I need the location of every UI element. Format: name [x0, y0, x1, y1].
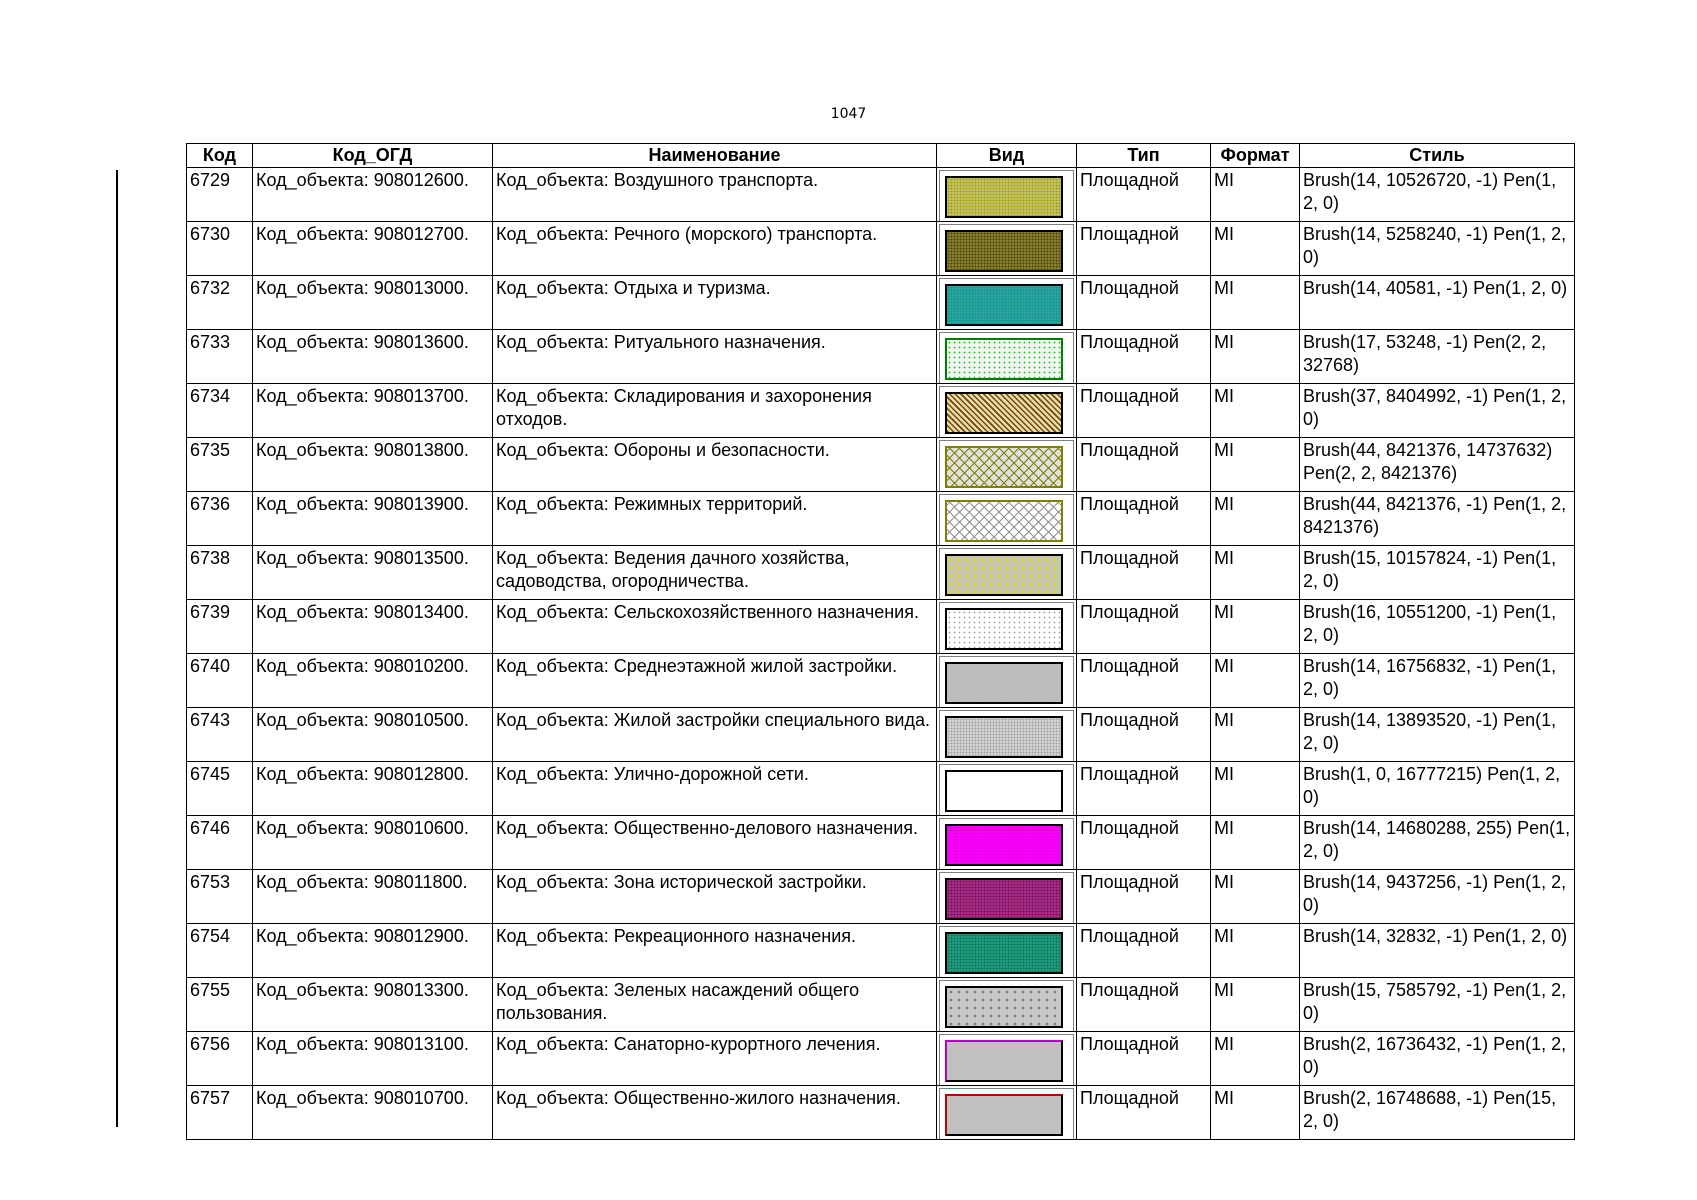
cell-view [937, 978, 1077, 1032]
swatch-frame [939, 980, 1074, 1031]
cell-format: MI [1211, 492, 1300, 546]
cell-view [937, 384, 1077, 438]
fill-style-swatch [945, 824, 1063, 866]
cell-code: 6734 [187, 384, 253, 438]
cell-view [937, 492, 1077, 546]
table-row [187, 708, 1575, 762]
table-row [187, 276, 1575, 330]
cell-view [937, 438, 1077, 492]
table-row [187, 222, 1575, 276]
cell-code-ogd: Код_объекта: 908013100. [253, 1032, 493, 1086]
cell-format: MI [1211, 546, 1300, 600]
fill-style-swatch [945, 392, 1063, 434]
cell-code: 6754 [187, 924, 253, 978]
fill-style-swatch [945, 716, 1063, 758]
style-registry-table [186, 143, 1575, 1140]
swatch-frame [939, 278, 1074, 329]
fill-style-swatch [945, 932, 1063, 974]
table-body [187, 168, 1575, 1140]
cell-code-ogd: Код_объекта: 908013300. [253, 978, 493, 1032]
cell-name: Код_объекта: Среднеэтажной жилой застройки. [493, 654, 937, 708]
fill-style-swatch [945, 770, 1063, 812]
cell-style: Brush(14, 10526720, -1) Pen(1, 2, 0) [1300, 168, 1575, 222]
cell-format: MI [1211, 1032, 1300, 1086]
fill-style-swatch [945, 608, 1063, 650]
table-row [187, 978, 1575, 1032]
cell-format: MI [1211, 330, 1300, 384]
cell-code-ogd: Код_объекта: 908013400. [253, 600, 493, 654]
page-number: 1047 [830, 106, 867, 122]
cell-code: 6746 [187, 816, 253, 870]
table-row [187, 438, 1575, 492]
cell-code: 6730 [187, 222, 253, 276]
cell-code-ogd: Код_объекта: 908012800. [253, 762, 493, 816]
cell-code-ogd: Код_объекта: 908013900. [253, 492, 493, 546]
fill-style-swatch [945, 554, 1063, 596]
swatch-frame [939, 332, 1074, 383]
cell-view [937, 924, 1077, 978]
cell-format: MI [1211, 276, 1300, 330]
cell-code: 6736 [187, 492, 253, 546]
cell-style: Brush(14, 9437256, -1) Pen(1, 2, 0) [1300, 870, 1575, 924]
swatch-frame [939, 656, 1074, 707]
cell-format: MI [1211, 816, 1300, 870]
cell-code-ogd: Код_объекта: 908012600. [253, 168, 493, 222]
table-row [187, 600, 1575, 654]
table-row [187, 816, 1575, 870]
cell-type: Площадной [1077, 654, 1211, 708]
table-row [187, 384, 1575, 438]
cell-format: MI [1211, 168, 1300, 222]
swatch-frame [939, 872, 1074, 923]
cell-name: Код_объекта: Отдыха и туризма. [493, 276, 937, 330]
cell-style: Brush(44, 8421376, 14737632) Pen(2, 2, 8421376) [1300, 438, 1575, 492]
cell-name: Код_объекта: Сельскохозяйственного назначения. [493, 600, 937, 654]
cell-view [937, 546, 1077, 600]
fill-style-swatch [945, 986, 1063, 1028]
table-row [187, 1086, 1575, 1140]
table-row [187, 924, 1575, 978]
cell-format: MI [1211, 708, 1300, 762]
cell-format: MI [1211, 978, 1300, 1032]
cell-name: Код_объекта: Зеленых насаждений общего пользования. [493, 978, 937, 1032]
fill-style-swatch [945, 500, 1063, 542]
cell-format: MI [1211, 654, 1300, 708]
cell-style: Brush(2, 16736432, -1) Pen(1, 2, 0) [1300, 1032, 1575, 1086]
fill-style-swatch [945, 230, 1063, 272]
cell-code-ogd: Код_объекта: 908010700. [253, 1086, 493, 1140]
table-row [187, 1032, 1575, 1086]
table-row [187, 870, 1575, 924]
cell-type: Площадной [1077, 330, 1211, 384]
header-type: Тип [1077, 144, 1211, 168]
margin-line [116, 170, 118, 1127]
cell-code-ogd: Код_объекта: 908013700. [253, 384, 493, 438]
cell-format: MI [1211, 1086, 1300, 1140]
swatch-frame [939, 494, 1074, 545]
cell-name: Код_объекта: Зона исторической застройки. [493, 870, 937, 924]
cell-code: 6756 [187, 1032, 253, 1086]
swatch-frame [939, 926, 1074, 977]
cell-name: Код_объекта: Обороны и безопасности. [493, 438, 937, 492]
fill-style-swatch [945, 1094, 1063, 1136]
swatch-frame [939, 1034, 1074, 1085]
cell-type: Площадной [1077, 492, 1211, 546]
header-style: Стиль [1300, 144, 1575, 168]
cell-code: 6735 [187, 438, 253, 492]
cell-type: Площадной [1077, 708, 1211, 762]
cell-code-ogd: Код_объекта: 908013000. [253, 276, 493, 330]
cell-name: Код_объекта: Ритуального назначения. [493, 330, 937, 384]
cell-code-ogd: Код_объекта: 908012700. [253, 222, 493, 276]
cell-type: Площадной [1077, 168, 1211, 222]
cell-view [937, 654, 1077, 708]
cell-code: 6753 [187, 870, 253, 924]
cell-type: Площадной [1077, 816, 1211, 870]
cell-name: Код_объекта: Общественно-делового назначения. [493, 816, 937, 870]
swatch-frame [939, 602, 1074, 653]
table-row [187, 654, 1575, 708]
cell-code: 6740 [187, 654, 253, 708]
cell-type: Площадной [1077, 870, 1211, 924]
table-row [187, 330, 1575, 384]
swatch-frame [939, 386, 1074, 437]
cell-code: 6755 [187, 978, 253, 1032]
fill-style-swatch [945, 284, 1063, 326]
fill-style-swatch [945, 662, 1063, 704]
cell-name: Код_объекта: Речного (морского) транспорта. [493, 222, 937, 276]
cell-view [937, 600, 1077, 654]
cell-style: Brush(14, 16756832, -1) Pen(1, 2, 0) [1300, 654, 1575, 708]
cell-name: Код_объекта: Воздушного транспорта. [493, 168, 937, 222]
cell-code-ogd: Код_объекта: 908010200. [253, 654, 493, 708]
header-view: Вид [937, 144, 1077, 168]
cell-view [937, 330, 1077, 384]
cell-view [937, 762, 1077, 816]
cell-code-ogd: Код_объекта: 908013500. [253, 546, 493, 600]
cell-type: Площадной [1077, 1032, 1211, 1086]
swatch-frame [939, 764, 1074, 815]
cell-format: MI [1211, 924, 1300, 978]
cell-format: MI [1211, 438, 1300, 492]
cell-style: Brush(16, 10551200, -1) Pen(1, 2, 0) [1300, 600, 1575, 654]
cell-code-ogd: Код_объекта: 908010600. [253, 816, 493, 870]
cell-code: 6738 [187, 546, 253, 600]
cell-format: MI [1211, 600, 1300, 654]
fill-style-swatch [945, 446, 1063, 488]
cell-name: Код_объекта: Общественно-жилого назначения. [493, 1086, 937, 1140]
table-row [187, 546, 1575, 600]
cell-code-ogd: Код_объекта: 908013800. [253, 438, 493, 492]
swatch-frame [939, 1088, 1074, 1139]
header-code-ogd: Код_ОГД [253, 144, 493, 168]
cell-type: Площадной [1077, 438, 1211, 492]
cell-type: Площадной [1077, 222, 1211, 276]
cell-name: Код_объекта: Улично-дорожной сети. [493, 762, 937, 816]
cell-code: 6739 [187, 600, 253, 654]
table-row [187, 492, 1575, 546]
cell-style: Brush(37, 8404992, -1) Pen(1, 2, 0) [1300, 384, 1575, 438]
cell-name: Код_объекта: Рекреационного назначения. [493, 924, 937, 978]
cell-type: Площадной [1077, 924, 1211, 978]
cell-type: Площадной [1077, 384, 1211, 438]
cell-style: Brush(44, 8421376, -1) Pen(1, 2, 8421376) [1300, 492, 1575, 546]
table-row [187, 762, 1575, 816]
cell-view [937, 708, 1077, 762]
cell-type: Площадной [1077, 1086, 1211, 1140]
cell-view [937, 222, 1077, 276]
cell-code: 6733 [187, 330, 253, 384]
swatch-frame [939, 548, 1074, 599]
cell-style: Brush(15, 7585792, -1) Pen(1, 2, 0) [1300, 978, 1575, 1032]
cell-format: MI [1211, 870, 1300, 924]
cell-code-ogd: Код_объекта: 908011800. [253, 870, 493, 924]
cell-view [937, 168, 1077, 222]
cell-format: MI [1211, 384, 1300, 438]
fill-style-swatch [945, 176, 1063, 218]
cell-name: Код_объекта: Санаторно-курортного лечения. [493, 1032, 937, 1086]
cell-type: Площадной [1077, 600, 1211, 654]
fill-style-swatch [945, 338, 1063, 380]
cell-code: 6745 [187, 762, 253, 816]
cell-code-ogd: Код_объекта: 908010500. [253, 708, 493, 762]
header-name: Наименование [493, 144, 937, 168]
cell-name: Код_объекта: Ведения дачного хозяйства, садоводства, огородничества. [493, 546, 937, 600]
cell-type: Площадной [1077, 978, 1211, 1032]
cell-code-ogd: Код_объекта: 908013600. [253, 330, 493, 384]
cell-view [937, 1086, 1077, 1140]
fill-style-swatch [945, 1040, 1063, 1082]
cell-style: Brush(1, 0, 16777215) Pen(1, 2, 0) [1300, 762, 1575, 816]
cell-style: Brush(15, 10157824, -1) Pen(1, 2, 0) [1300, 546, 1575, 600]
swatch-frame [939, 818, 1074, 869]
swatch-frame [939, 440, 1074, 491]
header-format: Формат [1211, 144, 1300, 168]
cell-code: 6729 [187, 168, 253, 222]
table-row [187, 168, 1575, 222]
header-row [187, 144, 1575, 168]
swatch-frame [939, 170, 1074, 221]
cell-style: Brush(14, 14680288, 255) Pen(1, 2, 0) [1300, 816, 1575, 870]
cell-name: Код_объекта: Режимных территорий. [493, 492, 937, 546]
header-code: Код [187, 144, 253, 168]
cell-style: Brush(14, 32832, -1) Pen(1, 2, 0) [1300, 924, 1575, 978]
cell-style: Brush(14, 5258240, -1) Pen(1, 2, 0) [1300, 222, 1575, 276]
cell-code: 6732 [187, 276, 253, 330]
cell-type: Площадной [1077, 762, 1211, 816]
cell-view [937, 870, 1077, 924]
cell-type: Площадной [1077, 546, 1211, 600]
cell-format: MI [1211, 222, 1300, 276]
cell-code: 6757 [187, 1086, 253, 1140]
swatch-frame [939, 224, 1074, 275]
cell-name: Код_объекта: Жилой застройки специального вида. [493, 708, 937, 762]
cell-name: Код_объекта: Складирования и захоронения отходов. [493, 384, 937, 438]
cell-code-ogd: Код_объекта: 908012900. [253, 924, 493, 978]
fill-style-swatch [945, 878, 1063, 920]
cell-type: Площадной [1077, 276, 1211, 330]
cell-view [937, 276, 1077, 330]
cell-view [937, 816, 1077, 870]
cell-style: Brush(14, 40581, -1) Pen(1, 2, 0) [1300, 276, 1575, 330]
cell-style: Brush(2, 16748688, -1) Pen(15, 2, 0) [1300, 1086, 1575, 1140]
cell-code: 6743 [187, 708, 253, 762]
cell-format: MI [1211, 762, 1300, 816]
cell-view [937, 1032, 1077, 1086]
swatch-frame [939, 710, 1074, 761]
cell-style: Brush(17, 53248, -1) Pen(2, 2, 32768) [1300, 330, 1575, 384]
cell-style: Brush(14, 13893520, -1) Pen(1, 2, 0) [1300, 708, 1575, 762]
